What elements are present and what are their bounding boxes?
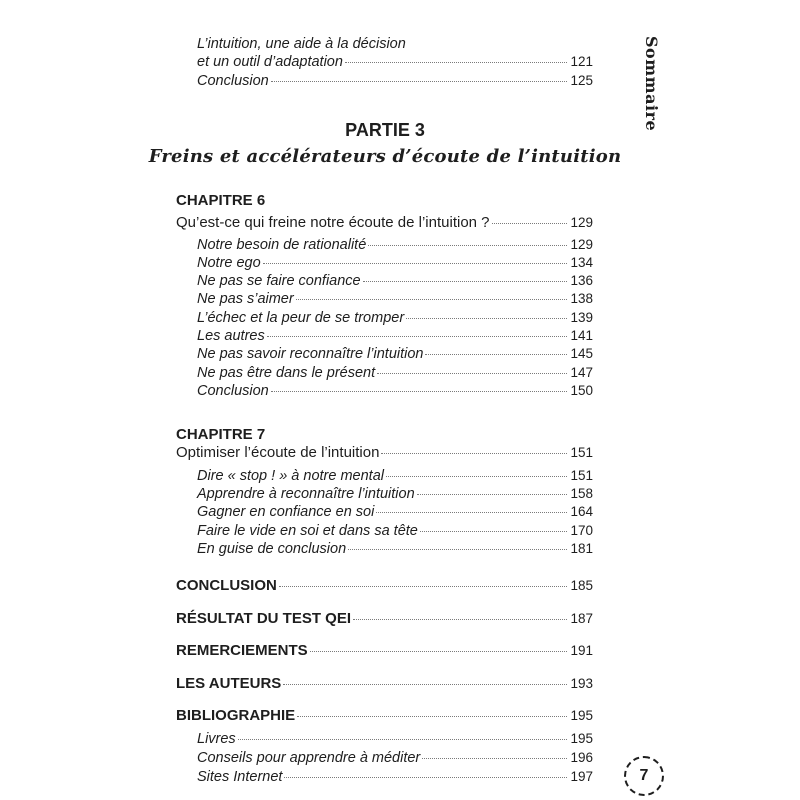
dot-leader: [381, 453, 567, 454]
chapter-page: 129: [570, 215, 593, 230]
dot-leader: [368, 245, 567, 246]
toc-entry-page: 145: [570, 346, 593, 361]
dot-leader: [271, 391, 568, 392]
toc-entry-page: 129: [570, 237, 593, 252]
toc-major-page: 193: [570, 676, 593, 691]
toc-major-entry[interactable]: [176, 610, 593, 627]
toc-major-label: CONCLUSION: [176, 577, 277, 594]
toc-entry[interactable]: [197, 73, 593, 89]
part-number: PARTIE 3: [345, 120, 425, 140]
toc-entry[interactable]: [197, 346, 593, 362]
toc-entry-label: Dire « stop ! » à notre mental: [197, 468, 384, 484]
dot-leader: [297, 716, 567, 717]
page-number: 7: [639, 767, 649, 784]
toc-entry[interactable]: [197, 750, 593, 766]
toc-entry-label: et un outil d’adaptation: [197, 54, 343, 70]
toc-entry[interactable]: [197, 273, 593, 289]
toc-major-page: 195: [570, 708, 593, 723]
chapter-heading: CHAPITRE 7: [176, 426, 266, 443]
toc-entry-label: Ne pas être dans le présent: [197, 365, 376, 381]
toc-entry-page: 125: [570, 73, 593, 88]
dot-leader: [296, 299, 568, 300]
dot-leader: [284, 777, 567, 778]
toc-continuation-line: L’intuition, une aide à la décision: [197, 36, 406, 52]
toc-major-label: LES AUTEURS: [176, 675, 282, 692]
toc-entry-label: Faire le vide en soi et dans sa tête: [197, 523, 418, 539]
toc-entry[interactable]: [197, 486, 593, 502]
dot-leader: [283, 684, 567, 685]
chapter-heading: CHAPITRE 6: [176, 192, 266, 209]
toc-major-page: 187: [570, 611, 593, 626]
toc-entry-page: 181: [570, 541, 593, 556]
dot-leader: [406, 318, 567, 319]
toc-entry-label: Les autres: [197, 328, 265, 344]
dot-leader: [376, 512, 567, 513]
dot-leader: [348, 549, 567, 550]
toc-entry-page: 134: [570, 255, 593, 270]
toc-major-entry[interactable]: [176, 577, 593, 594]
toc-entry-label: Sites Internet: [197, 769, 283, 785]
toc-major-page: 191: [570, 643, 593, 658]
toc-entry[interactable]: [197, 383, 593, 399]
toc-entry[interactable]: [197, 255, 593, 271]
chapter-title: Qu’est-ce qui freine notre écoute de l’intuition ?: [176, 214, 490, 231]
dot-leader: [353, 619, 567, 620]
chapter-page: 151: [570, 445, 593, 460]
toc-entry-label: Notre ego: [197, 255, 261, 271]
dot-leader: [345, 62, 568, 63]
toc-major-entry[interactable]: [176, 642, 593, 659]
toc-entry-page: 147: [570, 365, 593, 380]
chapter-title-entry[interactable]: [176, 444, 593, 461]
dot-leader: [267, 336, 568, 337]
dot-leader: [310, 651, 568, 652]
toc-entry-label: Apprendre à reconnaître l’intuition: [197, 486, 415, 502]
toc-entry-label: Conclusion: [197, 73, 269, 89]
toc-entry-label: Conclusion: [197, 383, 269, 399]
dot-leader: [492, 223, 568, 224]
toc-major-label: REMERCIEMENTS: [176, 642, 308, 659]
toc-entry-page: 151: [570, 468, 593, 483]
toc-entry-label: Gagner en confiance en soi: [197, 504, 375, 520]
page-number-badge: [624, 756, 664, 796]
toc-entry-page: 141: [570, 328, 593, 343]
dot-leader: [263, 263, 568, 264]
toc-entry-page: 138: [570, 291, 593, 306]
dot-leader: [417, 494, 568, 495]
toc-entry-label: En guise de conclusion: [197, 541, 347, 557]
toc-entry-label: Ne pas savoir reconnaître l’intuition: [197, 346, 424, 362]
toc-major-label: BIBLIOGRAPHIE: [176, 707, 296, 724]
dot-leader: [238, 739, 568, 740]
toc-entry-page: 121: [570, 54, 593, 69]
toc-entry[interactable]: [197, 504, 593, 520]
toc-entry[interactable]: [197, 731, 593, 747]
toc-entry-page: 196: [570, 750, 593, 765]
toc-entry-page: 195: [570, 731, 593, 746]
part-title: Freins et accélérateurs d’écoute de l’intuition: [148, 146, 622, 167]
toc-entry-label: Livres: [197, 731, 236, 747]
toc-entry[interactable]: [197, 769, 593, 785]
toc-entry-page: 136: [570, 273, 593, 288]
dot-leader: [386, 476, 567, 477]
running-title: Sommaire: [642, 36, 661, 132]
toc-entry-label: L’échec et la peur de se tromper: [197, 310, 405, 326]
dot-leader: [420, 531, 568, 532]
toc-entry-page: 197: [570, 769, 593, 784]
toc-entry-page: 139: [570, 310, 593, 325]
toc-entry-label: Ne pas se faire confiance: [197, 273, 361, 289]
toc-major-label: RÉSULTAT DU TEST QEI: [176, 610, 351, 627]
toc-entry-page: 150: [570, 383, 593, 398]
toc-entry[interactable]: [197, 54, 593, 70]
toc-major-entry[interactable]: [176, 707, 593, 724]
dot-leader: [425, 354, 567, 355]
toc-major-entry[interactable]: [176, 675, 593, 692]
toc-entry[interactable]: [197, 541, 593, 557]
toc-entry[interactable]: [197, 237, 593, 253]
toc-entry-page: 170: [570, 523, 593, 538]
toc-entry-label: Ne pas s’aimer: [197, 291, 294, 307]
toc-major-page: 185: [570, 578, 593, 593]
toc-entry-label: Conseils pour apprendre à méditer: [197, 750, 421, 766]
toc-entry[interactable]: [197, 523, 593, 539]
toc-entry[interactable]: [197, 291, 593, 307]
toc-entry[interactable]: [197, 468, 593, 484]
chapter-title-entry[interactable]: [176, 214, 593, 231]
dot-leader: [279, 586, 568, 587]
toc-entry-label: Notre besoin de rationalité: [197, 237, 367, 253]
dot-leader: [271, 81, 568, 82]
dot-leader: [377, 373, 567, 374]
toc-entry[interactable]: [197, 310, 593, 326]
toc-entry[interactable]: [197, 328, 593, 344]
dot-leader: [422, 758, 567, 759]
toc-entry-page: 164: [570, 504, 593, 519]
toc-entry-page: 158: [570, 486, 593, 501]
dot-leader: [363, 281, 568, 282]
toc-entry[interactable]: [197, 365, 593, 381]
chapter-title: Optimiser l’écoute de l’intuition: [176, 444, 380, 461]
